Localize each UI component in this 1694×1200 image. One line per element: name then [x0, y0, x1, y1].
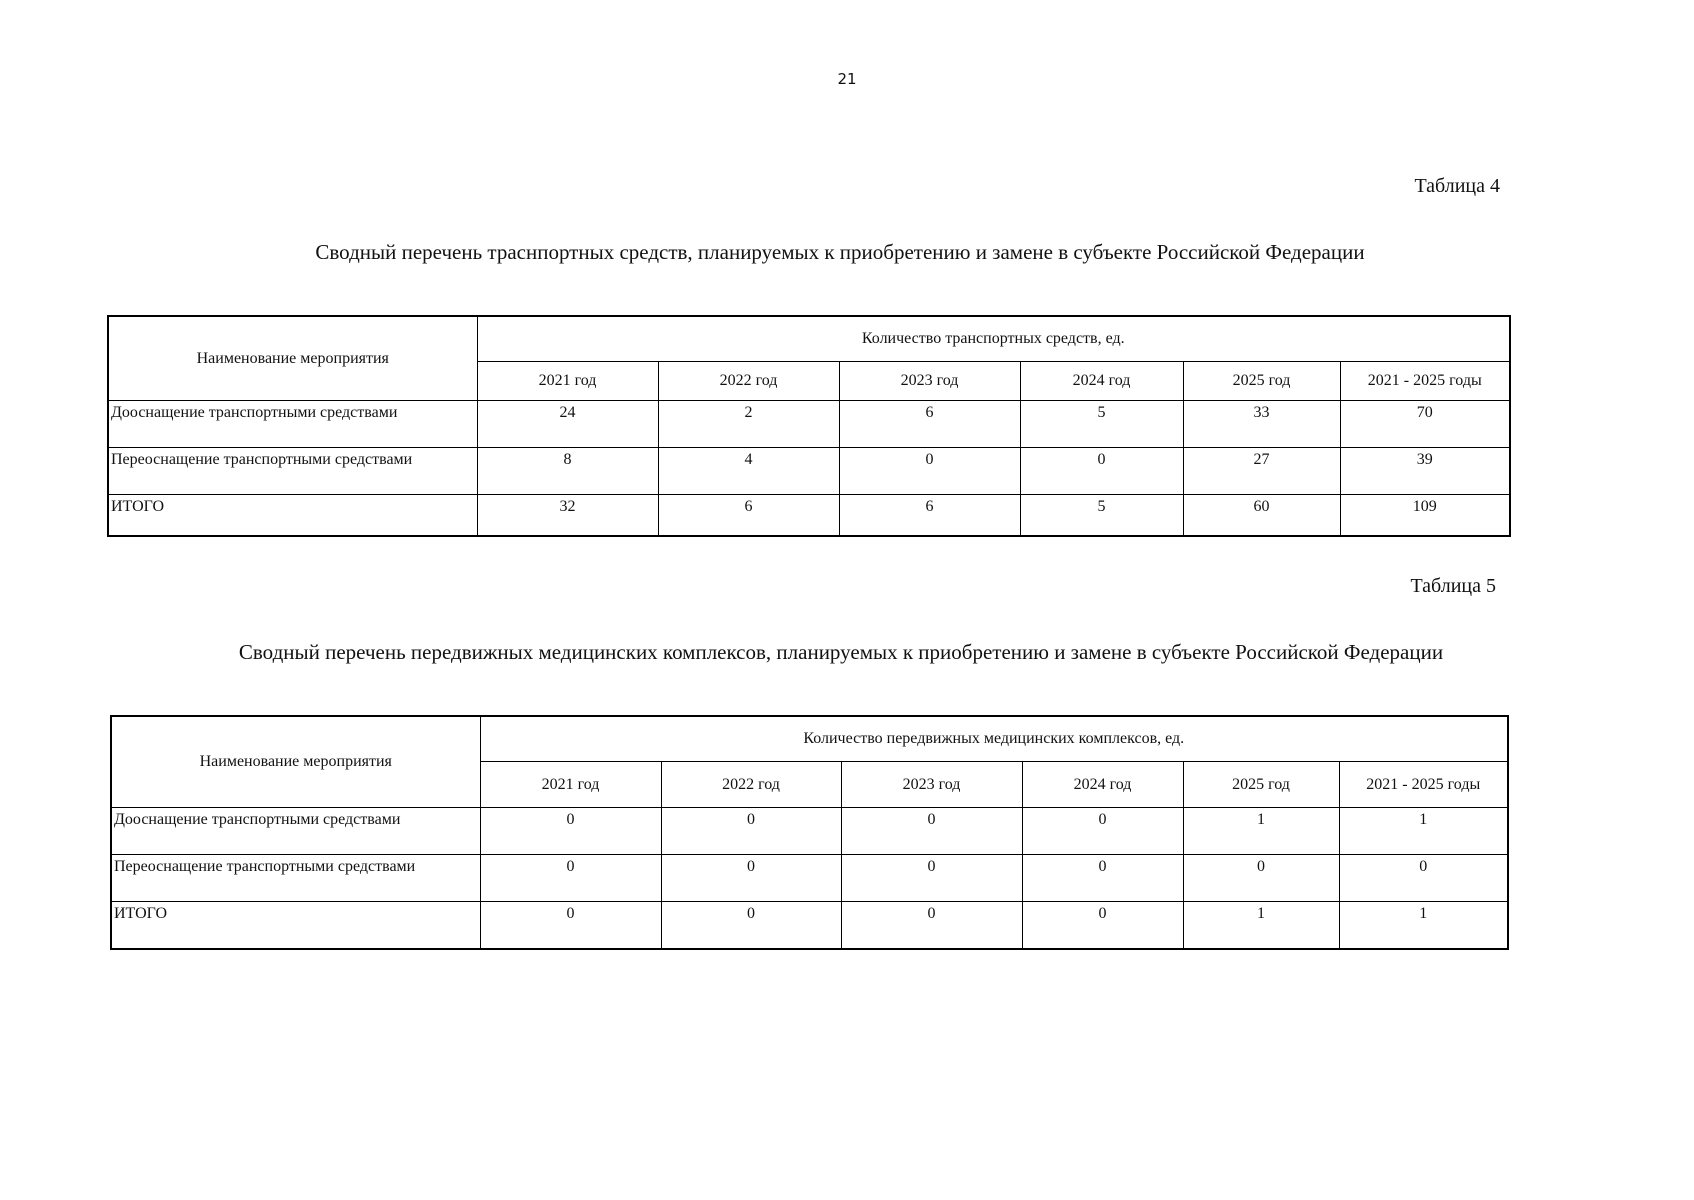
table-row — [108, 401, 1510, 448]
table-cell: 0 — [839, 448, 1020, 495]
table-row — [111, 855, 1508, 902]
year-header: 2021 год — [480, 762, 661, 808]
table-cell: 39 — [1340, 448, 1510, 495]
table-4-label: Таблица 4 — [1414, 175, 1500, 197]
table-cell: 5 — [1020, 495, 1183, 537]
table-4-title: Сводный перечень траснпортных средств, планируемых к приобретению и замене в субъекте Российской Федерации — [315, 240, 1365, 264]
table-cell: 0 — [1339, 855, 1508, 902]
year-header: 2023 год — [841, 762, 1022, 808]
table-row — [111, 808, 1508, 855]
table-cell: 5 — [1020, 401, 1183, 448]
table-cell: 0 — [841, 902, 1022, 950]
table-5-title: Сводный перечень передвижных медицинских комплексов, планируемых к приобретению и замене в субъекте Российской Федерации — [238, 640, 1444, 664]
table-cell: 24 — [477, 401, 658, 448]
table-cell: 0 — [661, 855, 841, 902]
row-name: Дооснащение транспортными средствами — [108, 401, 477, 448]
table-4 — [107, 315, 1511, 537]
year-header: 2025 год — [1183, 762, 1339, 808]
table-cell: 0 — [1022, 902, 1183, 950]
table-row — [111, 902, 1508, 950]
table-cell: 0 — [1183, 855, 1339, 902]
table-cell: 0 — [661, 808, 841, 855]
year-header: 2022 год — [661, 762, 841, 808]
quantity-group-header: Количество передвижных медицинских комплексов, ед. — [480, 716, 1508, 762]
table-cell: 1 — [1339, 808, 1508, 855]
page-number: 21 — [837, 70, 857, 88]
table-cell: 0 — [661, 902, 841, 950]
name-column-header: Наименование мероприятия — [108, 316, 477, 401]
table-cell: 33 — [1183, 401, 1340, 448]
table-cell: 60 — [1183, 495, 1340, 537]
table-cell: 2 — [658, 401, 839, 448]
table-5-label: Таблица 5 — [1410, 575, 1496, 597]
table-cell: 0 — [841, 808, 1022, 855]
table-cell: 0 — [480, 855, 661, 902]
table-cell: 0 — [841, 855, 1022, 902]
year-header: 2022 год — [658, 362, 839, 401]
row-name: ИТОГО — [111, 902, 480, 950]
year-header: 2024 год — [1020, 362, 1183, 401]
table-cell: 0 — [480, 902, 661, 950]
table-cell: 6 — [658, 495, 839, 537]
year-header: 2023 год — [839, 362, 1020, 401]
year-header: 2025 год — [1183, 362, 1340, 401]
table-cell: 0 — [1020, 448, 1183, 495]
year-header: 2024 год — [1022, 762, 1183, 808]
table-cell: 27 — [1183, 448, 1340, 495]
table-row — [108, 495, 1510, 537]
table-cell: 32 — [477, 495, 658, 537]
total-years-header: 2021 - 2025 годы — [1339, 762, 1508, 808]
table-cell: 6 — [839, 401, 1020, 448]
row-name: ИТОГО — [108, 495, 477, 537]
row-name: Переоснащение транспортными средствами — [108, 448, 477, 495]
table-cell: 1 — [1339, 902, 1508, 950]
table-row — [108, 448, 1510, 495]
name-column-header: Наименование мероприятия — [111, 716, 480, 808]
year-header: 2021 год — [477, 362, 658, 401]
table-cell: 6 — [839, 495, 1020, 537]
table-5 — [110, 715, 1509, 950]
row-name: Дооснащение транспортными средствами — [111, 808, 480, 855]
table-cell: 8 — [477, 448, 658, 495]
table-cell: 0 — [1022, 855, 1183, 902]
table-cell: 1 — [1183, 902, 1339, 950]
table-cell: 0 — [480, 808, 661, 855]
table-cell: 70 — [1340, 401, 1510, 448]
table-cell: 1 — [1183, 808, 1339, 855]
total-years-header: 2021 - 2025 годы — [1340, 362, 1510, 401]
row-name: Переоснащение транспортными средствами — [111, 855, 480, 902]
table-cell: 0 — [1022, 808, 1183, 855]
table-cell: 4 — [658, 448, 839, 495]
table-cell: 109 — [1340, 495, 1510, 537]
quantity-group-header: Количество транспортных средств, ед. — [477, 316, 1510, 362]
